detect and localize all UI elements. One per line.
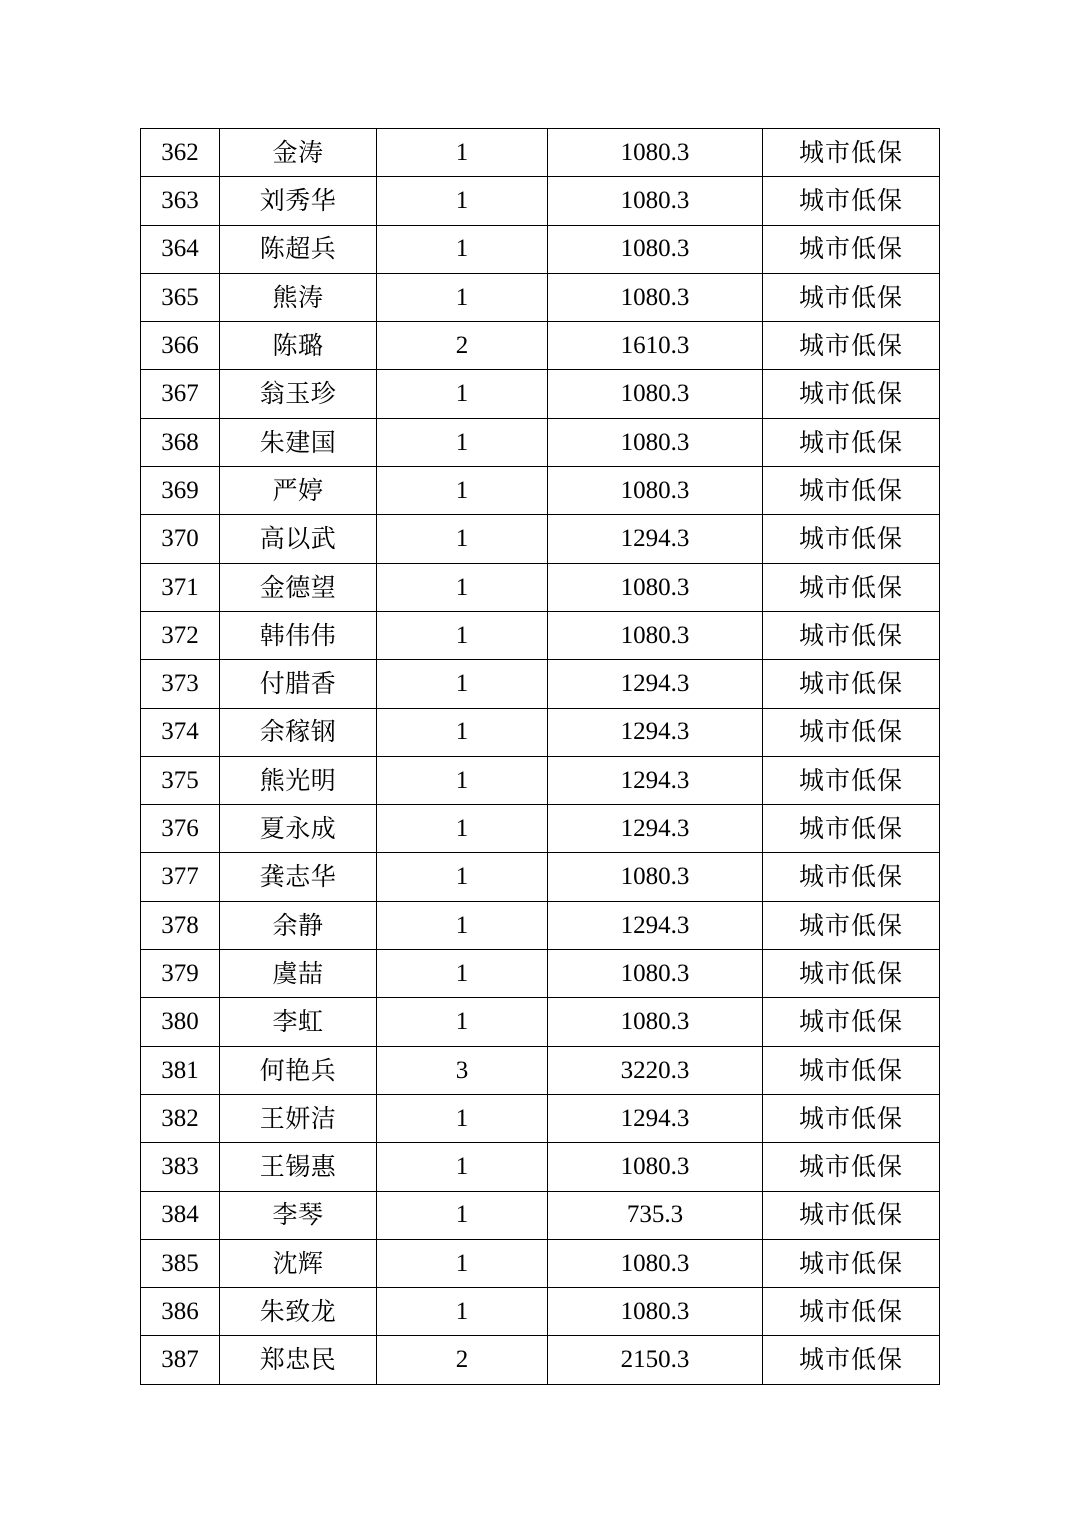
cell-count: 1 bbox=[377, 370, 548, 418]
cell-name: 余静 bbox=[220, 901, 377, 949]
cell-type: 城市低保 bbox=[763, 177, 940, 225]
table-row bbox=[141, 1094, 940, 1142]
cell-index: 363 bbox=[141, 177, 220, 225]
cell-count: 2 bbox=[377, 322, 548, 370]
cell-type: 城市低保 bbox=[763, 467, 940, 515]
cell-amount: 1294.3 bbox=[548, 901, 763, 949]
cell-name: 朱建国 bbox=[220, 418, 377, 466]
table-row bbox=[141, 901, 940, 949]
cell-type: 城市低保 bbox=[763, 660, 940, 708]
table-row bbox=[141, 1143, 940, 1191]
cell-name: 王锡惠 bbox=[220, 1143, 377, 1191]
cell-index: 369 bbox=[141, 467, 220, 515]
cell-type: 城市低保 bbox=[763, 756, 940, 804]
cell-amount: 1080.3 bbox=[548, 273, 763, 321]
table-row bbox=[141, 756, 940, 804]
cell-amount: 1294.3 bbox=[548, 1094, 763, 1142]
table-row bbox=[141, 177, 940, 225]
cell-name: 高以武 bbox=[220, 515, 377, 563]
cell-count: 1 bbox=[377, 225, 548, 273]
table-row bbox=[141, 515, 940, 563]
cell-amount: 1080.3 bbox=[548, 563, 763, 611]
cell-name: 郑忠民 bbox=[220, 1336, 377, 1384]
cell-amount: 1294.3 bbox=[548, 805, 763, 853]
cell-index: 386 bbox=[141, 1288, 220, 1336]
table-row bbox=[141, 998, 940, 1046]
cell-name: 余稼钢 bbox=[220, 708, 377, 756]
cell-amount: 3220.3 bbox=[548, 1046, 763, 1094]
cell-amount: 1080.3 bbox=[548, 370, 763, 418]
cell-name: 虞喆 bbox=[220, 950, 377, 998]
cell-count: 1 bbox=[377, 1094, 548, 1142]
cell-amount: 1080.3 bbox=[548, 467, 763, 515]
table-body bbox=[141, 129, 940, 1385]
cell-name: 严婷 bbox=[220, 467, 377, 515]
cell-count: 1 bbox=[377, 1191, 548, 1239]
cell-count: 1 bbox=[377, 1288, 548, 1336]
cell-name: 金涛 bbox=[220, 129, 377, 177]
table-row bbox=[141, 225, 940, 273]
cell-name: 韩伟伟 bbox=[220, 611, 377, 659]
cell-type: 城市低保 bbox=[763, 853, 940, 901]
cell-type: 城市低保 bbox=[763, 708, 940, 756]
cell-count: 1 bbox=[377, 418, 548, 466]
cell-index: 381 bbox=[141, 1046, 220, 1094]
cell-amount: 1080.3 bbox=[548, 611, 763, 659]
cell-type: 城市低保 bbox=[763, 1046, 940, 1094]
cell-index: 376 bbox=[141, 805, 220, 853]
cell-type: 城市低保 bbox=[763, 515, 940, 563]
table-row bbox=[141, 418, 940, 466]
cell-count: 1 bbox=[377, 853, 548, 901]
cell-amount: 1294.3 bbox=[548, 660, 763, 708]
cell-count: 1 bbox=[377, 1143, 548, 1191]
cell-type: 城市低保 bbox=[763, 563, 940, 611]
cell-index: 366 bbox=[141, 322, 220, 370]
cell-amount: 1080.3 bbox=[548, 1143, 763, 1191]
cell-count: 1 bbox=[377, 273, 548, 321]
cell-name: 沈辉 bbox=[220, 1239, 377, 1287]
table-row bbox=[141, 805, 940, 853]
cell-type: 城市低保 bbox=[763, 1336, 940, 1384]
cell-name: 熊涛 bbox=[220, 273, 377, 321]
cell-name: 陈璐 bbox=[220, 322, 377, 370]
table-row bbox=[141, 322, 940, 370]
cell-count: 1 bbox=[377, 805, 548, 853]
cell-type: 城市低保 bbox=[763, 1239, 940, 1287]
cell-type: 城市低保 bbox=[763, 998, 940, 1046]
cell-type: 城市低保 bbox=[763, 611, 940, 659]
cell-name: 李琴 bbox=[220, 1191, 377, 1239]
cell-name: 翁玉珍 bbox=[220, 370, 377, 418]
table-row bbox=[141, 611, 940, 659]
cell-count: 1 bbox=[377, 901, 548, 949]
cell-index: 368 bbox=[141, 418, 220, 466]
cell-count: 1 bbox=[377, 660, 548, 708]
cell-count: 1 bbox=[377, 129, 548, 177]
cell-index: 387 bbox=[141, 1336, 220, 1384]
cell-type: 城市低保 bbox=[763, 901, 940, 949]
cell-type: 城市低保 bbox=[763, 1288, 940, 1336]
cell-amount: 735.3 bbox=[548, 1191, 763, 1239]
cell-index: 377 bbox=[141, 853, 220, 901]
cell-index: 372 bbox=[141, 611, 220, 659]
cell-index: 382 bbox=[141, 1094, 220, 1142]
table-row bbox=[141, 467, 940, 515]
cell-type: 城市低保 bbox=[763, 418, 940, 466]
cell-count: 1 bbox=[377, 515, 548, 563]
cell-count: 1 bbox=[377, 708, 548, 756]
cell-name: 熊光明 bbox=[220, 756, 377, 804]
cell-type: 城市低保 bbox=[763, 1143, 940, 1191]
cell-type: 城市低保 bbox=[763, 225, 940, 273]
cell-index: 374 bbox=[141, 708, 220, 756]
cell-index: 385 bbox=[141, 1239, 220, 1287]
cell-amount: 2150.3 bbox=[548, 1336, 763, 1384]
cell-count: 1 bbox=[377, 563, 548, 611]
cell-name: 何艳兵 bbox=[220, 1046, 377, 1094]
table-row bbox=[141, 950, 940, 998]
cell-index: 364 bbox=[141, 225, 220, 273]
cell-index: 365 bbox=[141, 273, 220, 321]
cell-amount: 1080.3 bbox=[548, 418, 763, 466]
cell-index: 380 bbox=[141, 998, 220, 1046]
table-row bbox=[141, 1288, 940, 1336]
cell-count: 2 bbox=[377, 1336, 548, 1384]
cell-count: 1 bbox=[377, 611, 548, 659]
cell-type: 城市低保 bbox=[763, 950, 940, 998]
subsidy-recipients-table bbox=[140, 128, 940, 1385]
cell-name: 刘秀华 bbox=[220, 177, 377, 225]
table-row bbox=[141, 1191, 940, 1239]
cell-index: 383 bbox=[141, 1143, 220, 1191]
table-row bbox=[141, 708, 940, 756]
cell-index: 384 bbox=[141, 1191, 220, 1239]
cell-count: 1 bbox=[377, 177, 548, 225]
cell-amount: 1294.3 bbox=[548, 708, 763, 756]
cell-index: 370 bbox=[141, 515, 220, 563]
cell-count: 1 bbox=[377, 756, 548, 804]
cell-name: 夏永成 bbox=[220, 805, 377, 853]
table-row bbox=[141, 563, 940, 611]
cell-amount: 1080.3 bbox=[548, 950, 763, 998]
cell-count: 1 bbox=[377, 1239, 548, 1287]
table-row bbox=[141, 273, 940, 321]
cell-type: 城市低保 bbox=[763, 1191, 940, 1239]
cell-type: 城市低保 bbox=[763, 805, 940, 853]
table-row bbox=[141, 1239, 940, 1287]
cell-index: 371 bbox=[141, 563, 220, 611]
cell-count: 1 bbox=[377, 950, 548, 998]
table-row bbox=[141, 660, 940, 708]
table-row bbox=[141, 1046, 940, 1094]
cell-type: 城市低保 bbox=[763, 129, 940, 177]
cell-index: 375 bbox=[141, 756, 220, 804]
cell-amount: 1610.3 bbox=[548, 322, 763, 370]
table-row bbox=[141, 853, 940, 901]
cell-amount: 1080.3 bbox=[548, 853, 763, 901]
table-row bbox=[141, 370, 940, 418]
cell-amount: 1294.3 bbox=[548, 515, 763, 563]
cell-amount: 1080.3 bbox=[548, 225, 763, 273]
cell-name: 朱致龙 bbox=[220, 1288, 377, 1336]
cell-count: 3 bbox=[377, 1046, 548, 1094]
cell-amount: 1080.3 bbox=[548, 1288, 763, 1336]
cell-index: 367 bbox=[141, 370, 220, 418]
cell-type: 城市低保 bbox=[763, 370, 940, 418]
cell-name: 王妍洁 bbox=[220, 1094, 377, 1142]
table-row bbox=[141, 129, 940, 177]
cell-index: 379 bbox=[141, 950, 220, 998]
cell-index: 362 bbox=[141, 129, 220, 177]
cell-amount: 1080.3 bbox=[548, 177, 763, 225]
cell-name: 金德望 bbox=[220, 563, 377, 611]
cell-amount: 1080.3 bbox=[548, 129, 763, 177]
cell-name: 付腊香 bbox=[220, 660, 377, 708]
cell-type: 城市低保 bbox=[763, 322, 940, 370]
cell-type: 城市低保 bbox=[763, 273, 940, 321]
cell-name: 龚志华 bbox=[220, 853, 377, 901]
cell-count: 1 bbox=[377, 467, 548, 515]
cell-name: 李虹 bbox=[220, 998, 377, 1046]
table-row bbox=[141, 1336, 940, 1384]
cell-amount: 1294.3 bbox=[548, 756, 763, 804]
cell-type: 城市低保 bbox=[763, 1094, 940, 1142]
cell-amount: 1080.3 bbox=[548, 1239, 763, 1287]
cell-amount: 1080.3 bbox=[548, 998, 763, 1046]
cell-name: 陈超兵 bbox=[220, 225, 377, 273]
cell-index: 373 bbox=[141, 660, 220, 708]
cell-index: 378 bbox=[141, 901, 220, 949]
cell-count: 1 bbox=[377, 998, 548, 1046]
